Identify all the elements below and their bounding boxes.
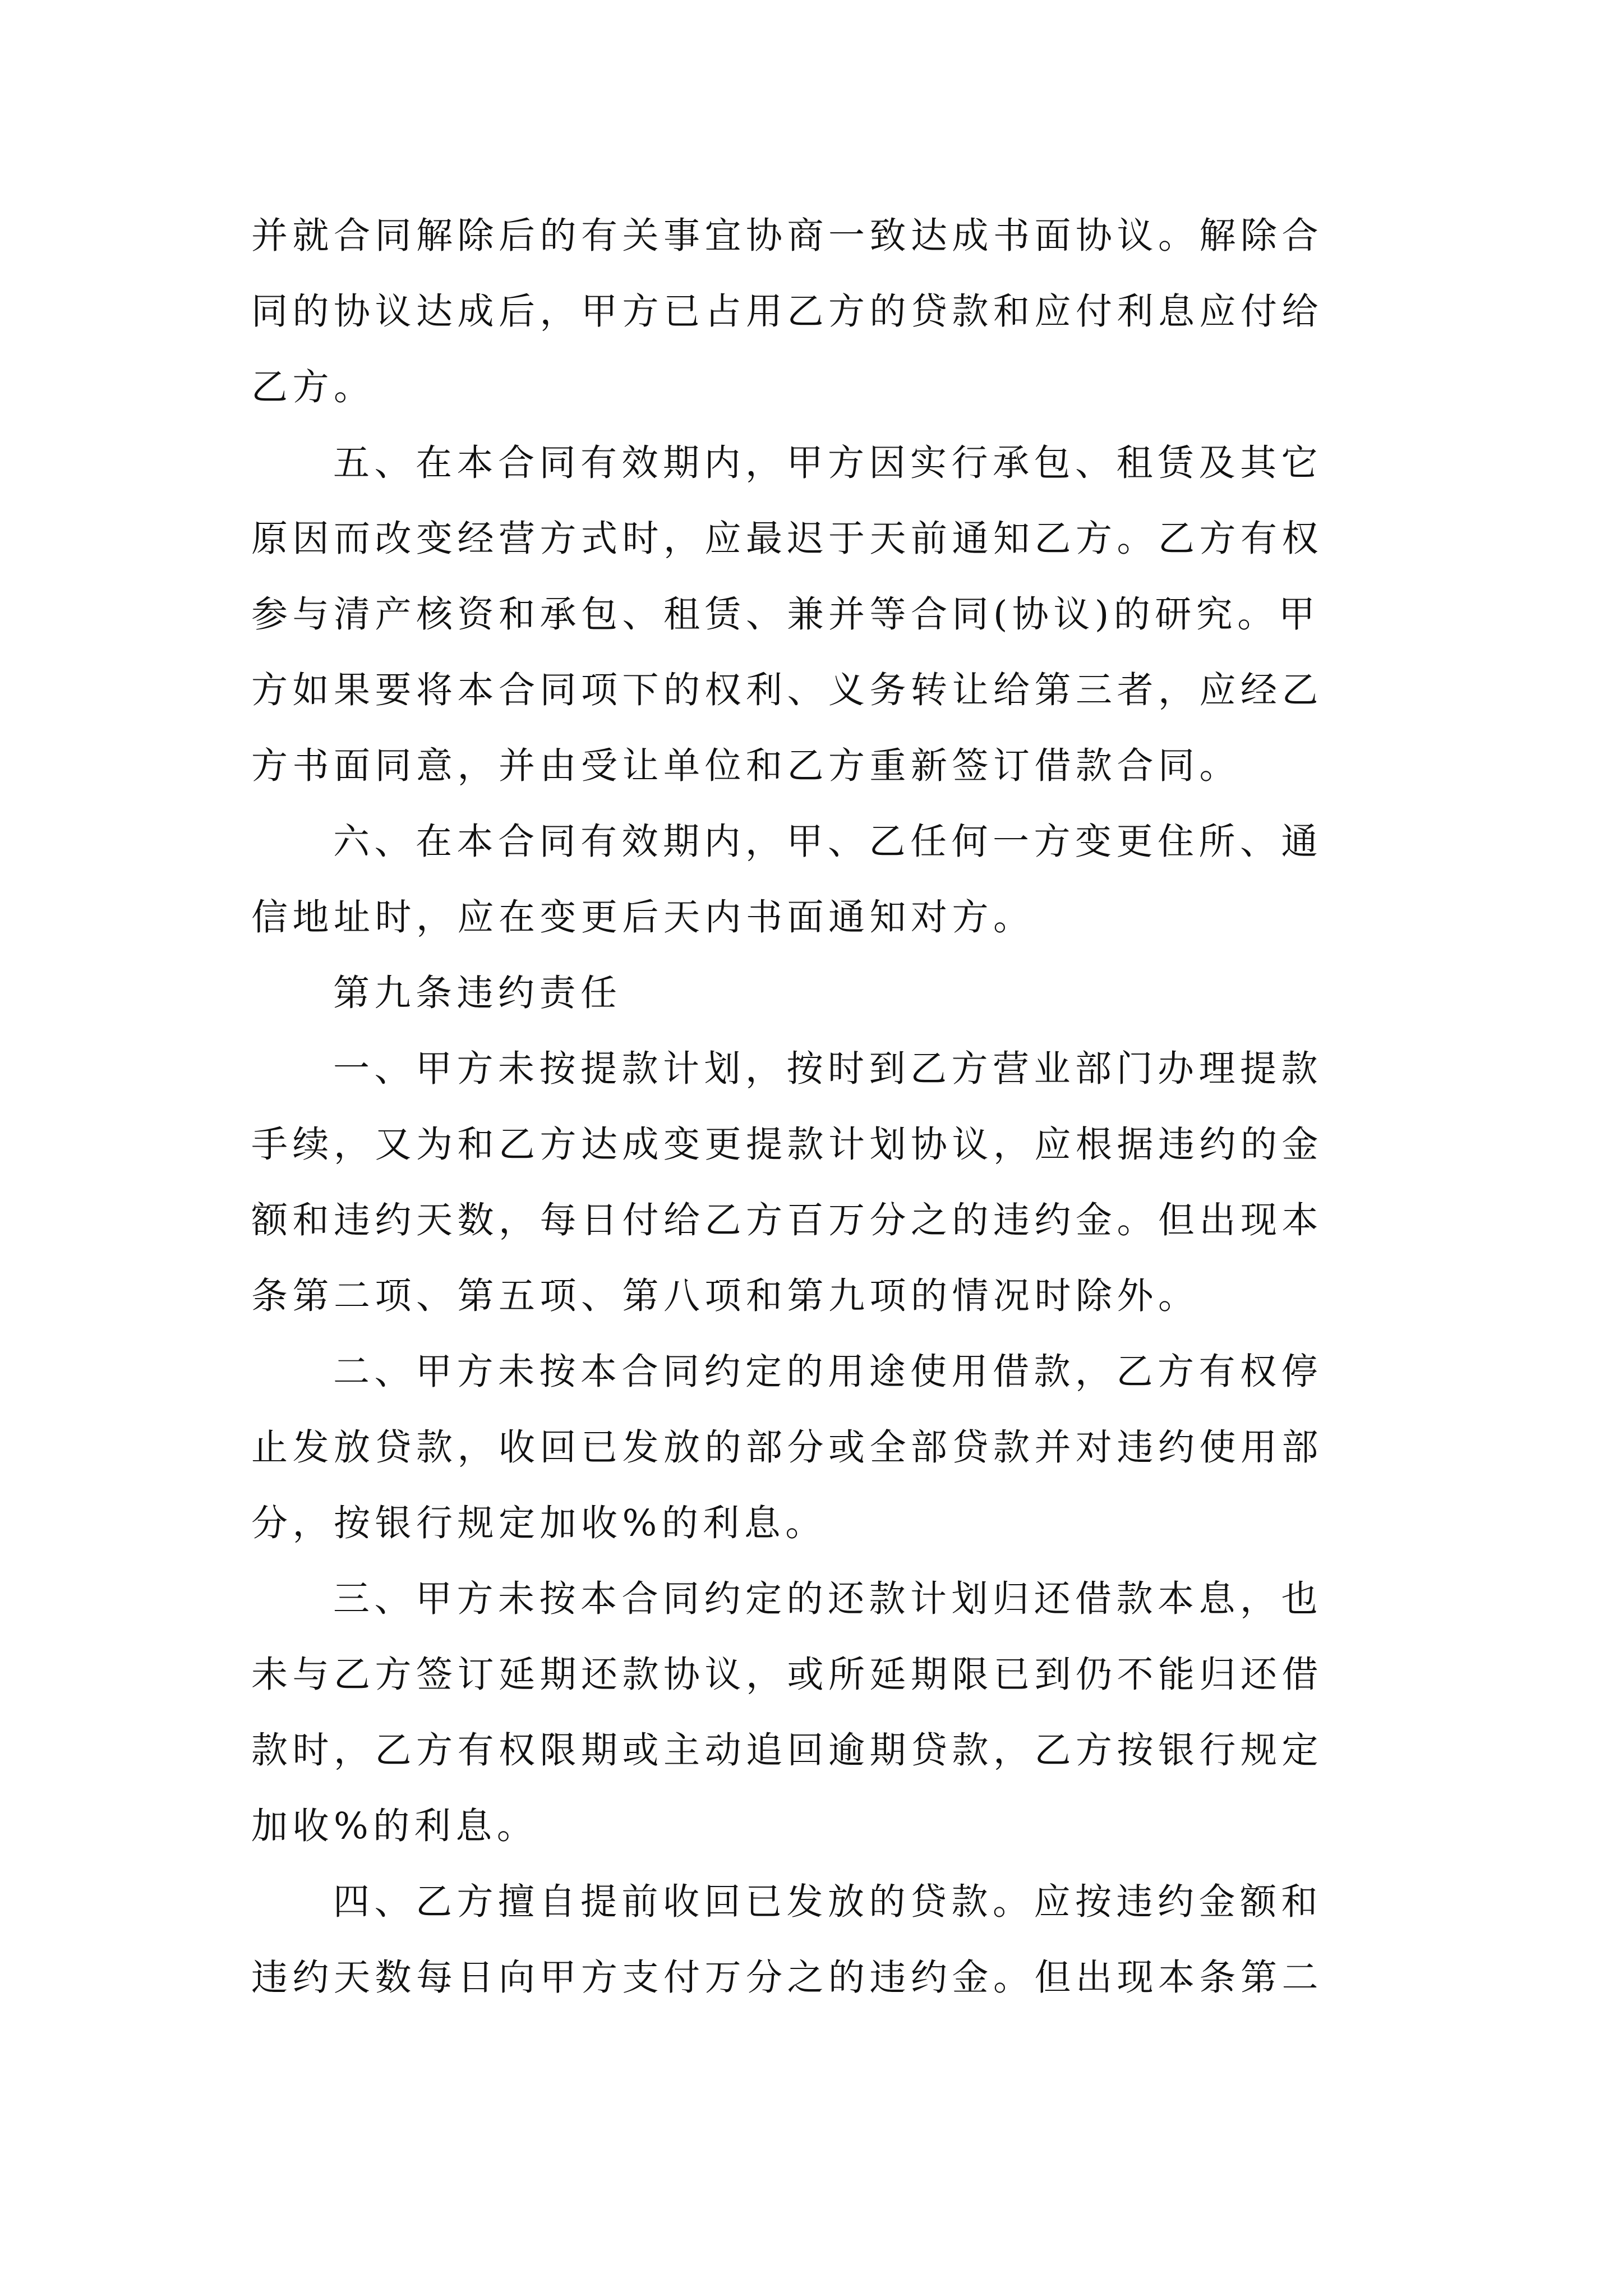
text-line: 条第二项、第五项、第八项和第九项的情况时除外。 xyxy=(251,1275,1200,1317)
text-line: 分，按银行规定加收%的利息。 xyxy=(251,1502,827,1544)
text-line: 加收%的利息。 xyxy=(251,1805,538,1847)
item-3-start: 三、甲方未按本合同约定的还款计划归还借款本息，也 xyxy=(333,1578,1323,1620)
article-9-heading: 第九条违约责任 xyxy=(333,972,622,1014)
text-line: 乙方。 xyxy=(251,366,375,408)
item-4-start: 四、乙方擅自提前收回已发放的贷款。应按违约金额和 xyxy=(333,1881,1323,1923)
text-line: 违约天数每日向甲方支付万分之的违约金。但出现本条第二 xyxy=(251,1957,1324,1999)
text-line: 信地址时，应在变更后天内书面通知对方。 xyxy=(251,896,1035,938)
text-line: 止发放贷款，收回已发放的部分或全部贷款并对违约使用部 xyxy=(251,1427,1324,1469)
text-line: 手续，又为和乙方达成变更提款计划协议，应根据违约的金 xyxy=(251,1124,1324,1166)
item-2-start: 二、甲方未按本合同约定的用途使用借款，乙方有权停 xyxy=(333,1351,1323,1393)
item-1-start: 一、甲方未按提款计划，按时到乙方营业部门办理提款 xyxy=(333,1048,1323,1090)
text-line: 同的协议达成后，甲方已占用乙方的贷款和应付利息应付给 xyxy=(251,291,1324,333)
text-line: 并就合同解除后的有关事宜协商一致达成书面协议。解除合 xyxy=(251,215,1324,257)
text-line: 款时，乙方有权限期或主动追回逾期贷款，乙方按银行规定 xyxy=(251,1729,1324,1772)
text-line: 额和违约天数，每日付给乙方百万分之的违约金。但出现本 xyxy=(251,1199,1324,1241)
text-line: 原因而改变经营方式时，应最迟于天前通知乙方。乙方有权 xyxy=(251,518,1324,560)
clause-5-start: 五、在本合同有效期内，甲方因实行承包、租赁及其它 xyxy=(333,442,1323,484)
clause-6-start: 六、在本合同有效期内，甲、乙任何一方变更住所、通 xyxy=(333,821,1323,863)
text-line: 方书面同意，并由受让单位和乙方重新签订借款合同。 xyxy=(251,745,1241,787)
text-line: 参与清产核资和承包、租赁、兼并等合同(协议)的研究。甲 xyxy=(251,593,1320,636)
text-line: 未与乙方签订延期还款协议，或所延期限已到仍不能归还借 xyxy=(251,1654,1324,1696)
text-line: 方如果要将本合同项下的权利、义务转让给第三者，应经乙 xyxy=(251,669,1324,711)
document-body xyxy=(251,198,1390,2016)
